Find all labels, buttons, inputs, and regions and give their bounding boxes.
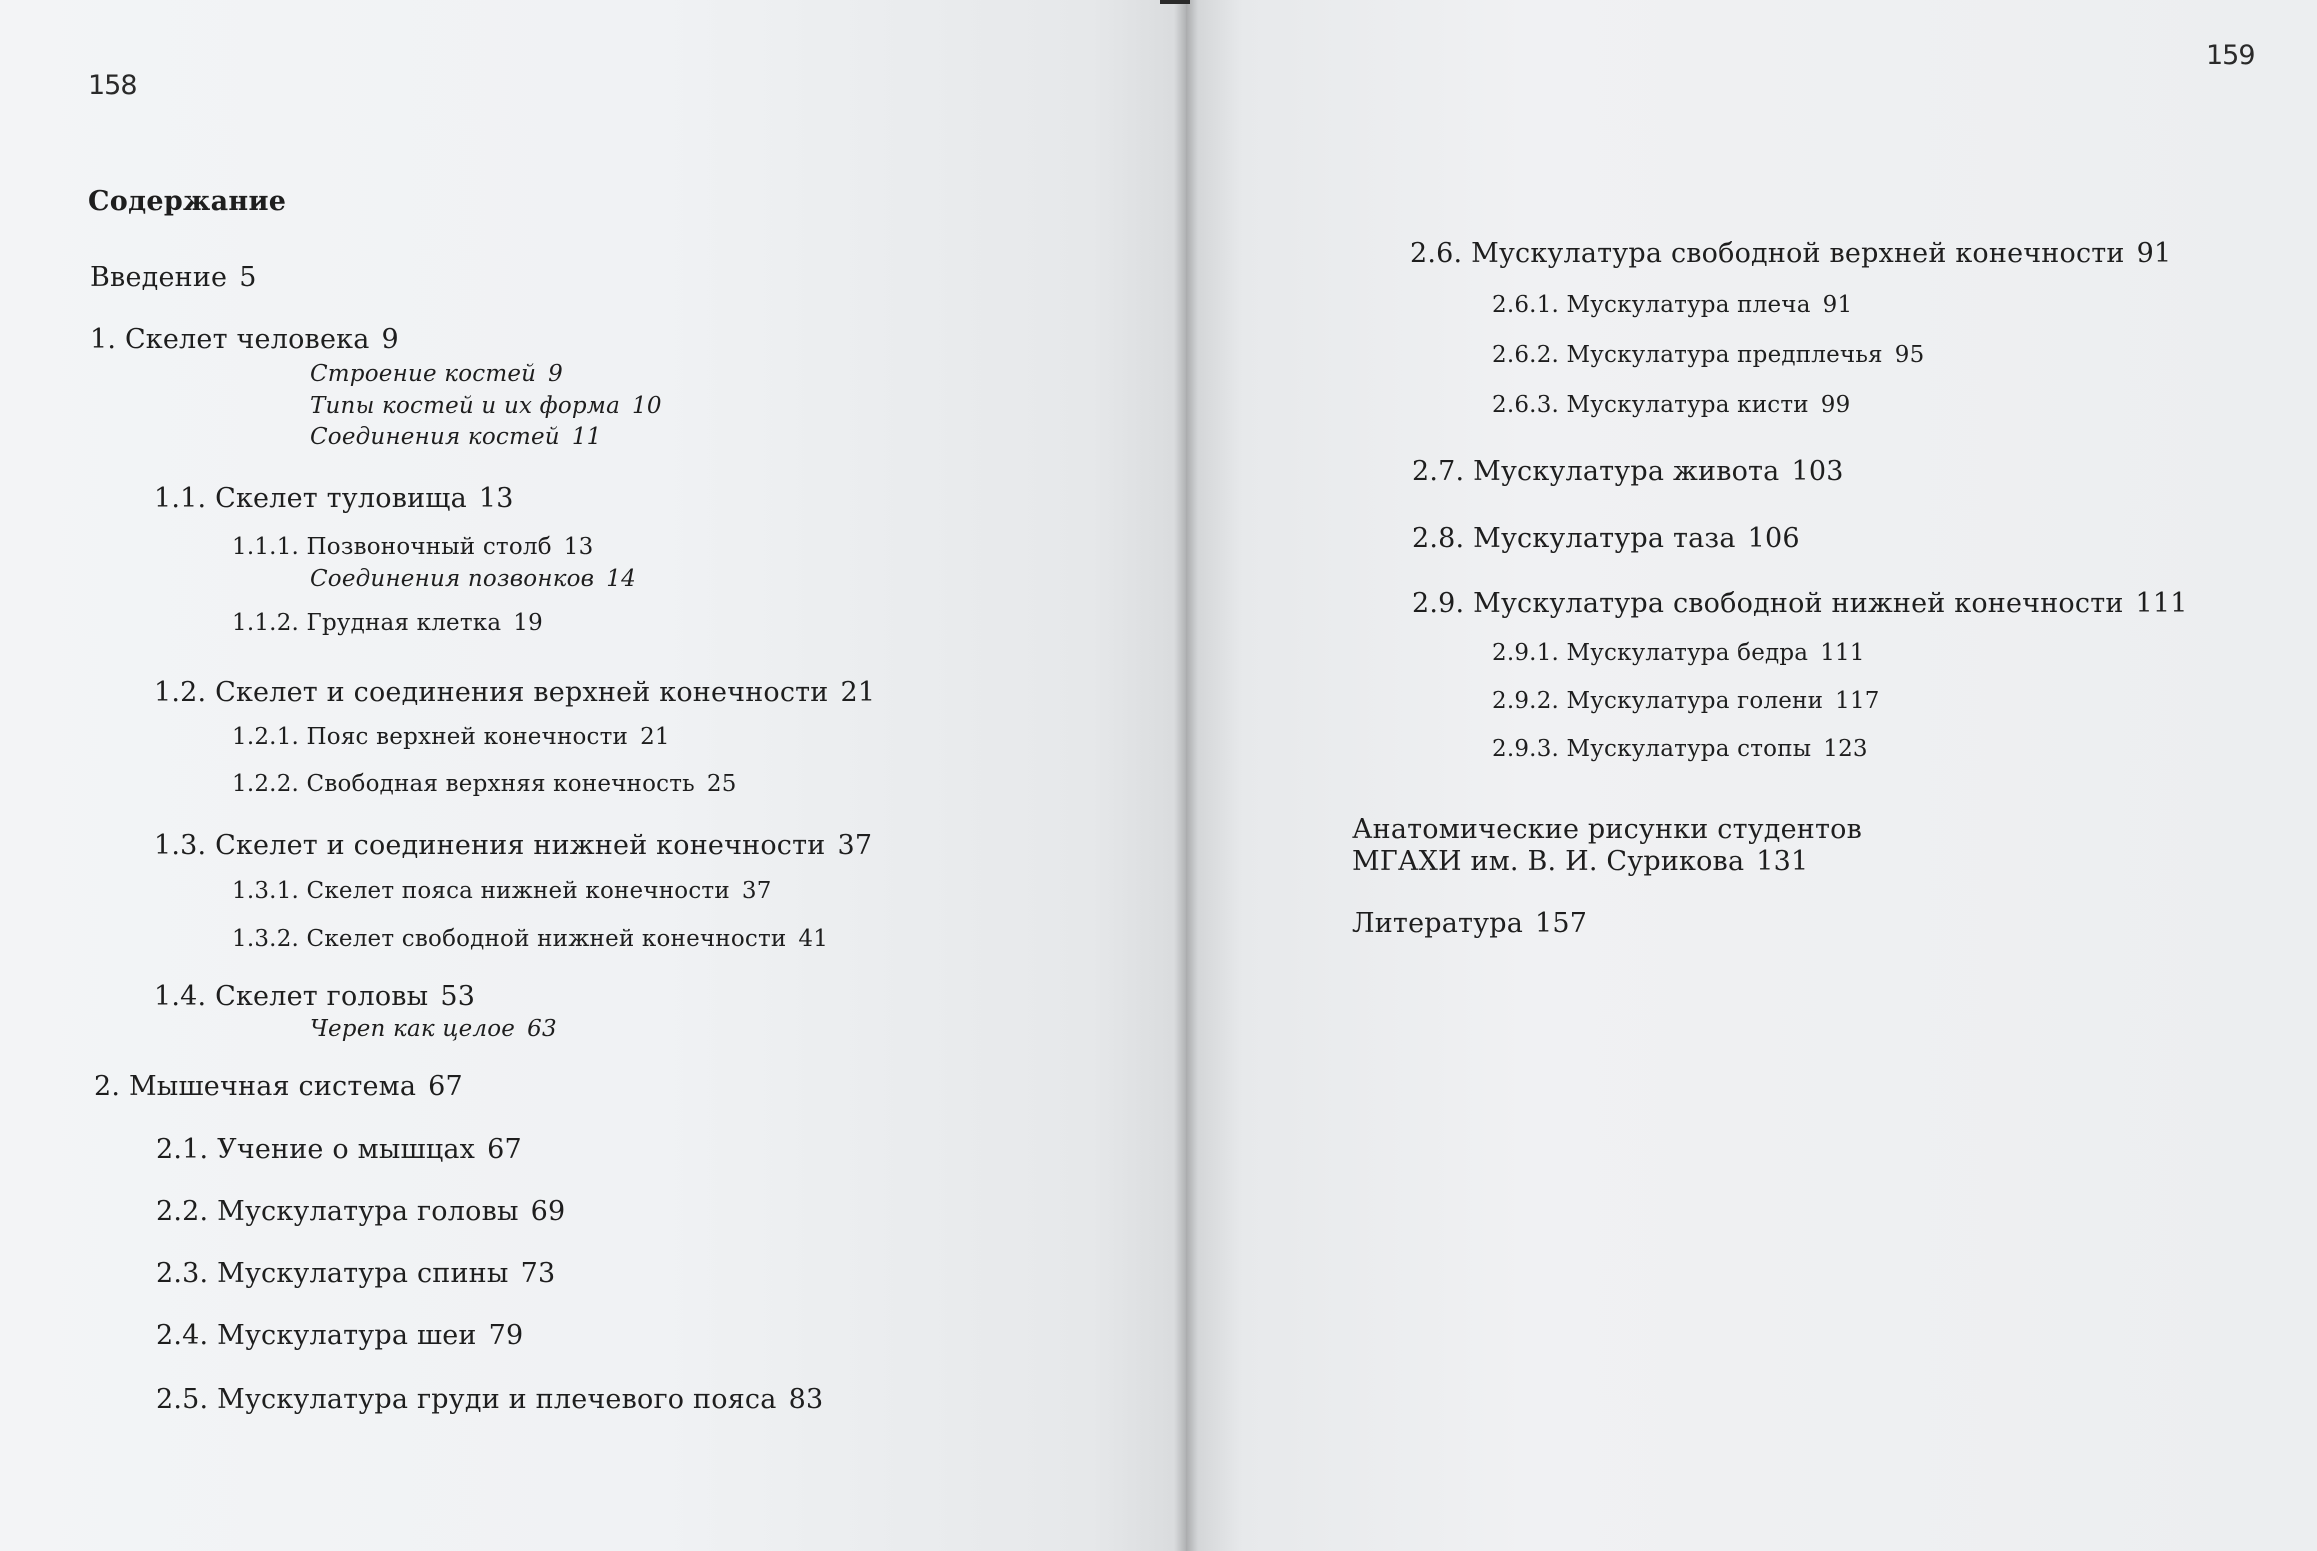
toc-entry-page: 67 <box>487 1134 522 1165</box>
toc-entry <box>90 324 399 355</box>
toc-entry <box>1410 238 2171 269</box>
toc-entry-page: 37 <box>741 878 772 904</box>
toc-entry-title: 2.6.3. Мускулатура кисти <box>1492 392 1809 418</box>
toc-entry-title: 1.3. Скелет и соединения нижней конечности <box>154 830 826 861</box>
toc-entry-title: 1.2.2. Свободная верхняя конечность <box>232 771 695 797</box>
toc-entry-title: 1.2. Скелет и соединения верхней конечности <box>154 677 829 708</box>
toc-entry-page: 106 <box>1747 523 1800 554</box>
toc-entry-title: 2.9.2. Мускулатура голени <box>1492 688 1824 714</box>
toc-entry <box>94 1071 463 1102</box>
toc-entry <box>154 483 514 514</box>
toc-entry <box>232 926 828 952</box>
toc-entry <box>156 1384 823 1415</box>
toc-entry-page: 83 <box>788 1384 824 1415</box>
page-number-left: 158 <box>88 70 137 101</box>
toc-entry-page: 37 <box>837 830 873 861</box>
toc-entry <box>154 830 872 861</box>
toc-entry-italic <box>310 393 662 419</box>
toc-entry-page: 103 <box>1791 456 1844 487</box>
toc-entry-page: 111 <box>1820 640 1865 666</box>
toc-entry-page: 19 <box>513 610 543 636</box>
toc-entry-page: 91 <box>1822 292 1853 318</box>
toc-entry-page: 25 <box>706 771 737 797</box>
toc-entry <box>1492 736 1868 762</box>
toc-entry-page: 117 <box>1835 688 1880 714</box>
toc-entry-title: Череп как целое <box>310 1016 516 1042</box>
toc-entry <box>232 771 737 797</box>
toc-entry <box>154 981 475 1012</box>
toc-entry <box>232 534 593 560</box>
toc-entry-title: 2.9.1. Мускулатура бедра <box>1492 640 1809 666</box>
toc-entry-page: 67 <box>428 1071 463 1102</box>
toc-entry <box>1492 292 1852 318</box>
toc-entry <box>1412 588 2188 619</box>
toc-entry-page: 91 <box>2136 238 2172 269</box>
toc-entry-title: 1.2.1. Пояс верхней конечности <box>232 724 629 750</box>
toc-entry-title: 2.6. Мускулатура свободной верхней конечности <box>1410 238 2125 269</box>
toc-entry-page: 111 <box>2135 588 2188 619</box>
toc-entry-title: 1. Скелет человека <box>90 324 370 355</box>
toc-entry-title: 2.9. Мускулатура свободной нижней конечности <box>1412 588 2124 619</box>
toc-entry-title: 1.1.2. Грудная клетка <box>232 610 502 636</box>
toc-entry-title: Литература <box>1352 908 1524 939</box>
page-number-right: 159 <box>2206 40 2255 71</box>
toc-entry <box>90 262 257 293</box>
toc-entry <box>232 610 543 636</box>
toc-entry-title: 2.2. Мускулатура головы <box>156 1196 519 1227</box>
toc-entry-page: 21 <box>840 677 876 708</box>
toc-entry-page: 79 <box>488 1320 524 1351</box>
toc-entry <box>156 1196 565 1227</box>
toc-entry-page: 9 <box>548 361 564 387</box>
toc-entry-title: 2.7. Мускулатура живота <box>1412 456 1780 487</box>
toc-entry-title: Соединения костей <box>310 424 560 450</box>
toc-entry <box>232 724 670 750</box>
toc-entry-title: Типы костей и их форма <box>310 393 620 419</box>
toc-entry <box>1352 846 1808 877</box>
toc-entry <box>156 1258 555 1289</box>
toc-entry-page: 99 <box>1820 392 1851 418</box>
toc-entry-title: МГАХИ им. В. И. Сурикова <box>1352 846 1745 877</box>
toc-entry-italic <box>310 566 636 592</box>
toc-entry <box>232 878 772 904</box>
toc-entry-page: 63 <box>527 1016 557 1042</box>
toc-entry <box>156 1134 522 1165</box>
toc-entry-title: Анатомические рисунки студентов <box>1352 814 1862 845</box>
toc-entry-title: 2. Мышечная система <box>94 1071 417 1102</box>
toc-entry-page: 131 <box>1756 846 1809 877</box>
toc-entry-title: 2.5. Мускулатура груди и плечевого пояса <box>156 1384 777 1415</box>
toc-entry-page: 123 <box>1823 736 1868 762</box>
toc-entry-page: 13 <box>478 483 514 514</box>
toc-entry-page: 157 <box>1535 908 1588 939</box>
toc-entry-title: 2.6.1. Мускулатура плеча <box>1492 292 1811 318</box>
toc-entry-page: 73 <box>520 1258 556 1289</box>
toc-entry-page: 10 <box>632 393 662 419</box>
toc-entry <box>1412 523 1800 554</box>
toc-entry <box>1492 392 1850 418</box>
toc-entry-page: 14 <box>606 566 636 592</box>
toc-entry-page: 53 <box>440 981 476 1012</box>
toc-entry-title: Строение костей <box>310 361 537 387</box>
toc-entry-title: 1.4. Скелет головы <box>154 981 429 1012</box>
toc-heading: Содержание <box>88 186 287 217</box>
toc-entry-page: 13 <box>563 534 594 560</box>
toc-entry-page: 5 <box>239 262 257 293</box>
book-spine-edge <box>1160 0 1190 4</box>
toc-entry-title: Введение <box>90 262 228 293</box>
toc-entry-title: 2.1. Учение о мышцах <box>156 1134 476 1165</box>
toc-entry <box>1492 640 1865 666</box>
toc-entry-page: 9 <box>381 324 399 355</box>
toc-entry-page: 41 <box>798 926 829 952</box>
toc-entry-title: Соединения позвонков <box>310 566 595 592</box>
toc-entry-page: 21 <box>640 724 670 750</box>
toc-entry-page: 95 <box>1894 342 1925 368</box>
toc-entry <box>156 1320 523 1351</box>
toc-entry-italic <box>310 361 563 387</box>
toc-entry-title: 1.3.2. Скелет свободной нижней конечности <box>232 926 787 952</box>
toc-entry <box>154 677 875 708</box>
toc-entry-page: 69 <box>530 1196 566 1227</box>
toc-entry-italic <box>310 1016 557 1042</box>
toc-entry-italic <box>310 424 601 450</box>
toc-entry-title: 2.9.3. Мускулатура стопы <box>1492 736 1812 762</box>
toc-entry <box>1412 456 1844 487</box>
toc-entry <box>1352 908 1587 939</box>
right-page <box>1186 0 2317 1551</box>
toc-entry-title: 2.6.2. Мускулатура предплечья <box>1492 342 1883 368</box>
toc-entry-title: 1.3.1. Скелет пояса нижней конечности <box>232 878 730 904</box>
toc-entry-title: 2.3. Мускулатура спины <box>156 1258 509 1289</box>
toc-entry-page: 11 <box>571 424 602 450</box>
toc-entry-title: 2.8. Мускулатура таза <box>1412 523 1736 554</box>
toc-entry <box>1492 688 1880 714</box>
toc-entry-title: 1.1. Скелет туловища <box>154 483 467 514</box>
toc-entry <box>1352 814 1862 845</box>
toc-entry <box>1492 342 1924 368</box>
toc-entry-title: 2.4. Мускулатура шеи <box>156 1320 477 1351</box>
toc-entry-title: 1.1.1. Позвоночный столб <box>232 534 552 560</box>
